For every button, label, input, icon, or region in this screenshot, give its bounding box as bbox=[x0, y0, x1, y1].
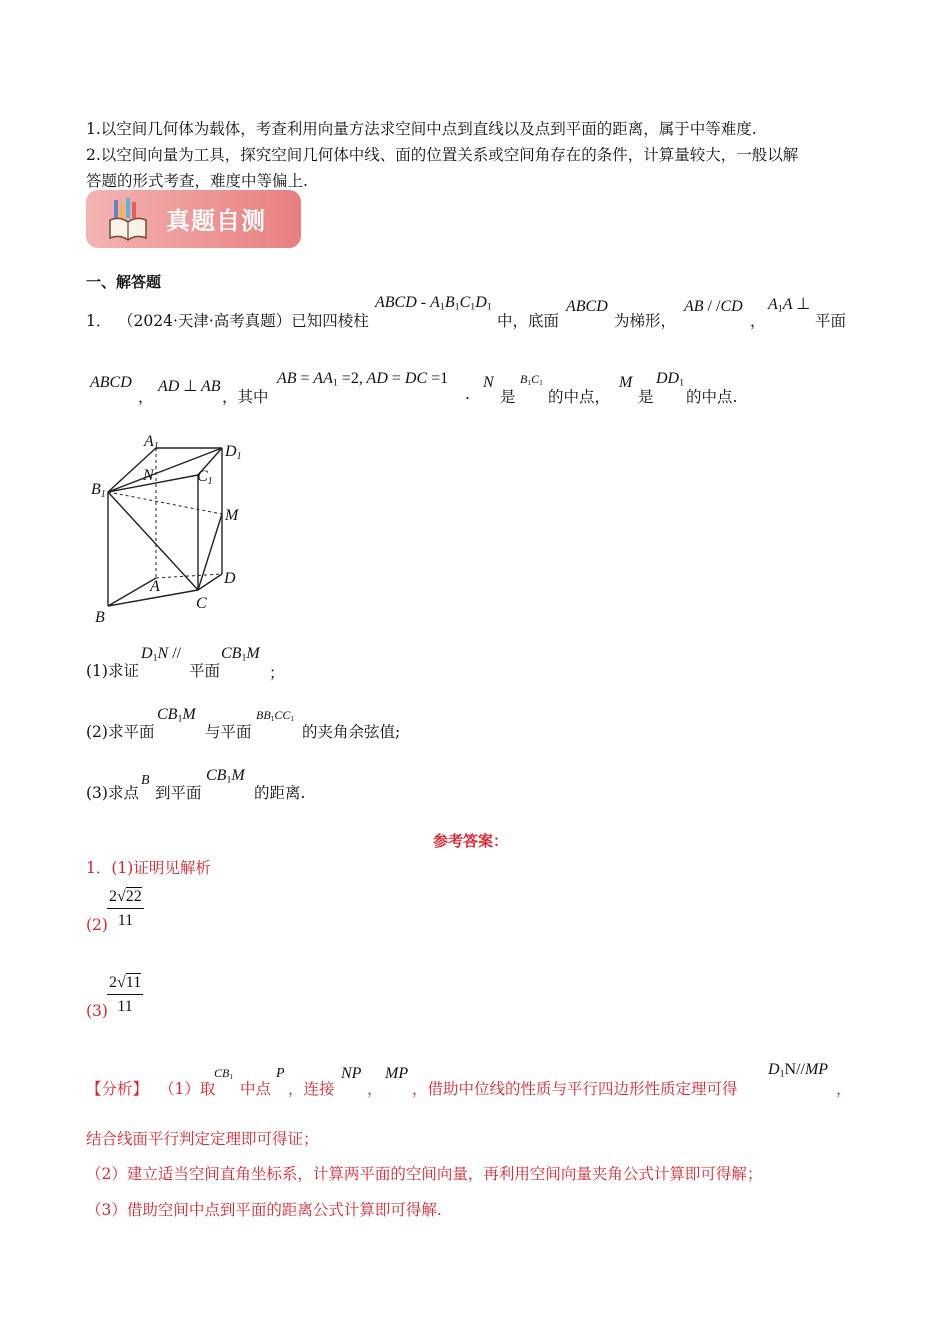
math-prism: ABCD - $A_1B_1C_1D_1$ bbox=[375, 294, 492, 313]
text-period: . bbox=[465, 385, 470, 403]
answer-title: 参考答案： bbox=[433, 832, 509, 850]
answer-3-label: (3) bbox=[86, 1002, 108, 1020]
label-d1: D bbox=[225, 443, 237, 460]
math-b: B bbox=[141, 773, 150, 788]
q3-prefix: (3)求点 bbox=[86, 784, 139, 802]
label-a: A bbox=[150, 578, 160, 595]
label-n: N bbox=[143, 467, 154, 484]
math-bb1cc1: $BB_1CC_1$ bbox=[256, 708, 295, 723]
section-heading: 一、解答题 bbox=[86, 273, 162, 291]
math-np: NP bbox=[341, 1065, 362, 1082]
analysis-p1a: （1）取 bbox=[159, 1080, 216, 1098]
book-icon bbox=[108, 198, 148, 242]
text-weitixing: 为梯形， bbox=[614, 312, 677, 330]
answer-1: 1．(1)证明见解析 bbox=[86, 859, 211, 877]
label-m: M bbox=[225, 507, 239, 524]
analysis-tag: 【分析】 bbox=[86, 1080, 149, 1098]
banner-title: 真题自测 bbox=[166, 207, 266, 235]
math-abcd-1: ABCD bbox=[566, 298, 608, 315]
q3-end: 的距离. bbox=[254, 784, 306, 802]
label-d: D bbox=[224, 570, 236, 587]
text-zhongdian-1: 的中点， bbox=[548, 388, 611, 406]
label-a1: A bbox=[144, 433, 154, 450]
answer-2-fraction: $\frac{2√22}{11}$ bbox=[109, 888, 142, 929]
label-b1: B bbox=[91, 481, 101, 498]
math-abcd-2: ABCD bbox=[90, 374, 132, 391]
math-ad-perp-ab: AD ⊥ AB bbox=[158, 378, 221, 395]
analysis-p1c: ，连接 bbox=[288, 1080, 335, 1098]
section-banner bbox=[86, 190, 301, 248]
analysis-p1d: ， bbox=[367, 1080, 383, 1098]
math-n: N bbox=[483, 374, 494, 391]
q3-mid: 到平面 bbox=[155, 784, 202, 802]
math-m: M bbox=[619, 374, 633, 391]
math-a1a-perp: $A_1A$ ⊥ bbox=[768, 296, 811, 315]
q2-prefix: (2)求平面 bbox=[86, 723, 155, 741]
intro-line-1: 1.以空间几何体为载体，考查利用向量方法求空间中点到直线以及点到平面的距离，属于中等难度. bbox=[86, 120, 757, 138]
math-dd1: $DD_1$ bbox=[656, 370, 685, 389]
math-mp: MP bbox=[385, 1065, 409, 1082]
analysis-p2: （2）建立适当空间直角坐标系，计算两平面的空间向量，再利用空间向量夹角公式计算即可得解； bbox=[86, 1165, 763, 1183]
text-qizhong: ，其中 bbox=[222, 388, 269, 406]
text-comma-2: ， bbox=[138, 388, 154, 406]
text-shi-2: 是 bbox=[638, 388, 654, 406]
text-pingmian: 平面 bbox=[815, 312, 847, 330]
text-comma-1: ， bbox=[750, 312, 766, 330]
q1-prefix: (1)求证 bbox=[86, 662, 139, 680]
math-cb1: $CB_1$ bbox=[214, 1066, 234, 1081]
label-b: B bbox=[95, 609, 105, 626]
q1-pingmian: 平面 bbox=[189, 662, 221, 680]
problem-number: 1． bbox=[86, 312, 112, 330]
answer-2-label: (2) bbox=[86, 916, 108, 934]
label-c: C bbox=[196, 595, 207, 612]
q2-mid: 与平面 bbox=[205, 723, 252, 741]
math-b1c1: $B_1C_1$ bbox=[520, 372, 543, 387]
math-p: P bbox=[276, 1066, 285, 1081]
math-cb1m-1: $CB_1M$ bbox=[221, 645, 260, 664]
svg-text:B1: B1 bbox=[91, 481, 106, 500]
prism-figure bbox=[88, 430, 268, 630]
text-shi-1: 是 bbox=[500, 388, 516, 406]
analysis-p1g: 结合线面平行判定定理即可得证； bbox=[86, 1130, 319, 1148]
analysis-p1e: ，借助中位线的性质与平行四边形性质定理可得 bbox=[412, 1080, 738, 1098]
math-cb1m-3: $CB_1M$ bbox=[206, 767, 245, 786]
analysis-p3: （3）借助空间中点到平面的距离公式计算即可得解. bbox=[86, 1201, 442, 1219]
math-d1n-parallel-mp: $D_1N//MP$ bbox=[768, 1061, 829, 1080]
svg-text:A1: A1 bbox=[144, 433, 159, 452]
problem-source: （2024·天津·高考真题）已知四棱柱 bbox=[118, 312, 369, 330]
intro-line-2: 2.以空间向量为工具，探究空间几何体中线、面的位置关系或空间角存在的条件，计算量较大，一般以解 bbox=[86, 146, 799, 164]
math-lengths: AB = $AA_1 =2$, AD = DC =1 bbox=[277, 370, 449, 389]
text-zhong: 中，底面 bbox=[497, 312, 560, 330]
answer-3-fraction: $\frac{2√11}{11}$ bbox=[109, 974, 142, 1015]
analysis-p1f: ， bbox=[836, 1080, 852, 1098]
svg-text:C1: C1 bbox=[197, 468, 213, 487]
math-cb1m-2: $CB_1M$ bbox=[157, 706, 196, 725]
q1-end: ； bbox=[269, 664, 285, 682]
q2-end: 的夹角余弦值; bbox=[302, 723, 401, 741]
math-ab-parallel-cd: AB / /CD bbox=[684, 298, 743, 315]
text-zhongdian-2: 的中点. bbox=[686, 388, 738, 406]
svg-text:D1: D1 bbox=[225, 443, 242, 462]
label-c1: C bbox=[197, 468, 208, 485]
math-d1n-parallel: $D_1N$ // bbox=[141, 645, 182, 664]
intro-line-3: 答题的形式考查，难度中等偏上. bbox=[86, 172, 308, 190]
analysis-p1b: 中点 bbox=[240, 1080, 272, 1098]
